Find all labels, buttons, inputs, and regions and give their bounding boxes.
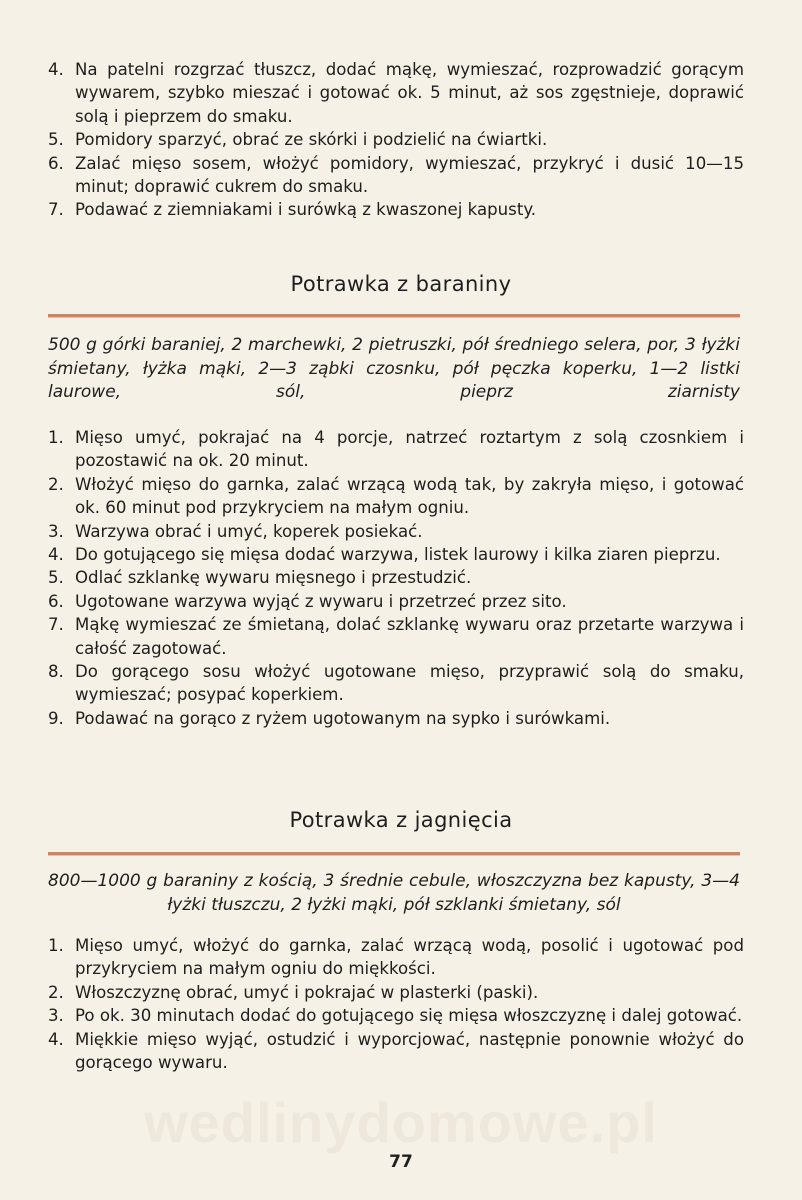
list-item: 7. Podawać z ziemniakami i surówką z kwaszonej kapusty. bbox=[48, 200, 537, 220]
top-steps-list bbox=[48, 58, 744, 222]
ingredients-text: 500 g górki baraniej, 2 marchewki, 2 pietruszki, pół średniego selera, por, 3 łyżki śmietany, łyżka mąki, 2—3 ząbki czosnku, pół pęczka koperku, 1—2 listki laurowe, sól, pieprz ziarnisty bbox=[48, 335, 740, 402]
list-item: 9. Podawać na gorąco z ryżem ugotowanym na sypko i surówkami. bbox=[48, 708, 611, 728]
watermark: wedlinydomowe.pl bbox=[144, 1091, 658, 1154]
list-item: 4. Na patelni rozgrzać tłuszcz, dodać mąkę, wymieszać, rozprowadzić gorącym wywarem, szybko mieszać i gotować ok. 5 minut, aż sos zgęstnieje, doprawić solą i pieprzem do smaku. bbox=[48, 60, 744, 126]
list-item: 5. Pomidory sparzyć, obrać ze skórki i podzielić na ćwiartki. bbox=[48, 130, 548, 150]
list-item: 4. Miękkie mięso wyjąć, ostudzić i wyporcjować, następnie ponownie włożyć do gorącego wywaru. bbox=[48, 1029, 744, 1073]
list-item: 1. Mięso umyć, pokrajać na 4 porcje, natrzeć roztartym z solą czosnkiem i pozostawić na ok. 20 minut. bbox=[48, 428, 744, 471]
list-item: 4. Do gotującego się mięsa dodać warzywa, listek laurowy i kilka ziaren pieprzu. bbox=[48, 545, 721, 565]
list-item: 6. Zalać mięso sosem, włożyć pomidory, wymieszać, przykryć i dusić 10—15 minut; doprawić cukrem do smaku. bbox=[48, 153, 744, 197]
list-item: 2. Włożyć mięso do garnka, zalać wrzącą wodą tak, by zakryła mięso, i gotować ok. 60 minut pod przykryciem na małym ogniu. bbox=[48, 474, 744, 518]
recipe-steps-list bbox=[48, 426, 744, 730]
list-item: 7. Mąkę wymieszać ze śmietaną, dolać szklankę wywaru oraz przetarte warzywa i całość zagotować. bbox=[48, 615, 744, 658]
recipe-steps-list bbox=[48, 934, 744, 1074]
recipe-title: Potrawka z baraniny bbox=[290, 272, 512, 296]
list-item: 6. Ugotowane warzywa wyjąć z wywaru i przetrzeć przez sito. bbox=[48, 591, 567, 611]
recipe-title: Potrawka z jagnięcia bbox=[289, 808, 513, 832]
section-divider bbox=[48, 314, 740, 318]
list-item: 1. Mięso umyć, włożyć do garnka, zalać wrzącą wodą, posolić i ugotować pod przykryciem na małym ogniu do miękkości. bbox=[48, 936, 744, 979]
list-item: 2. Włoszczyznę obrać, umyć i pokrajać w plasterki (paski). bbox=[48, 982, 539, 1002]
page-number: 77 bbox=[389, 1152, 413, 1172]
section-divider bbox=[48, 852, 740, 856]
list-item: 5. Odlać szklankę wywaru mięsnego i przestudzić. bbox=[48, 568, 472, 588]
list-item: 3. Po ok. 30 minutach dodać do gotującego się mięsa włoszczyznę i dalej gotować. bbox=[48, 1006, 743, 1026]
ingredients-text: 800—1000 g baraniny z kością, 3 średnie cebule, włoszczyzna bez kapusty, 3—4 łyżki tłuszczu, 2 łyżki mąki, pół szklanki śmietany, sól bbox=[48, 871, 740, 915]
list-item: 8. Do gorącego sosu włożyć ugotowane mięso, przyprawić solą do smaku, wymieszać; posypać koperkiem. bbox=[48, 662, 744, 705]
list-item: 3. Warzywa obrać i umyć, koperek posiekać. bbox=[48, 521, 423, 541]
